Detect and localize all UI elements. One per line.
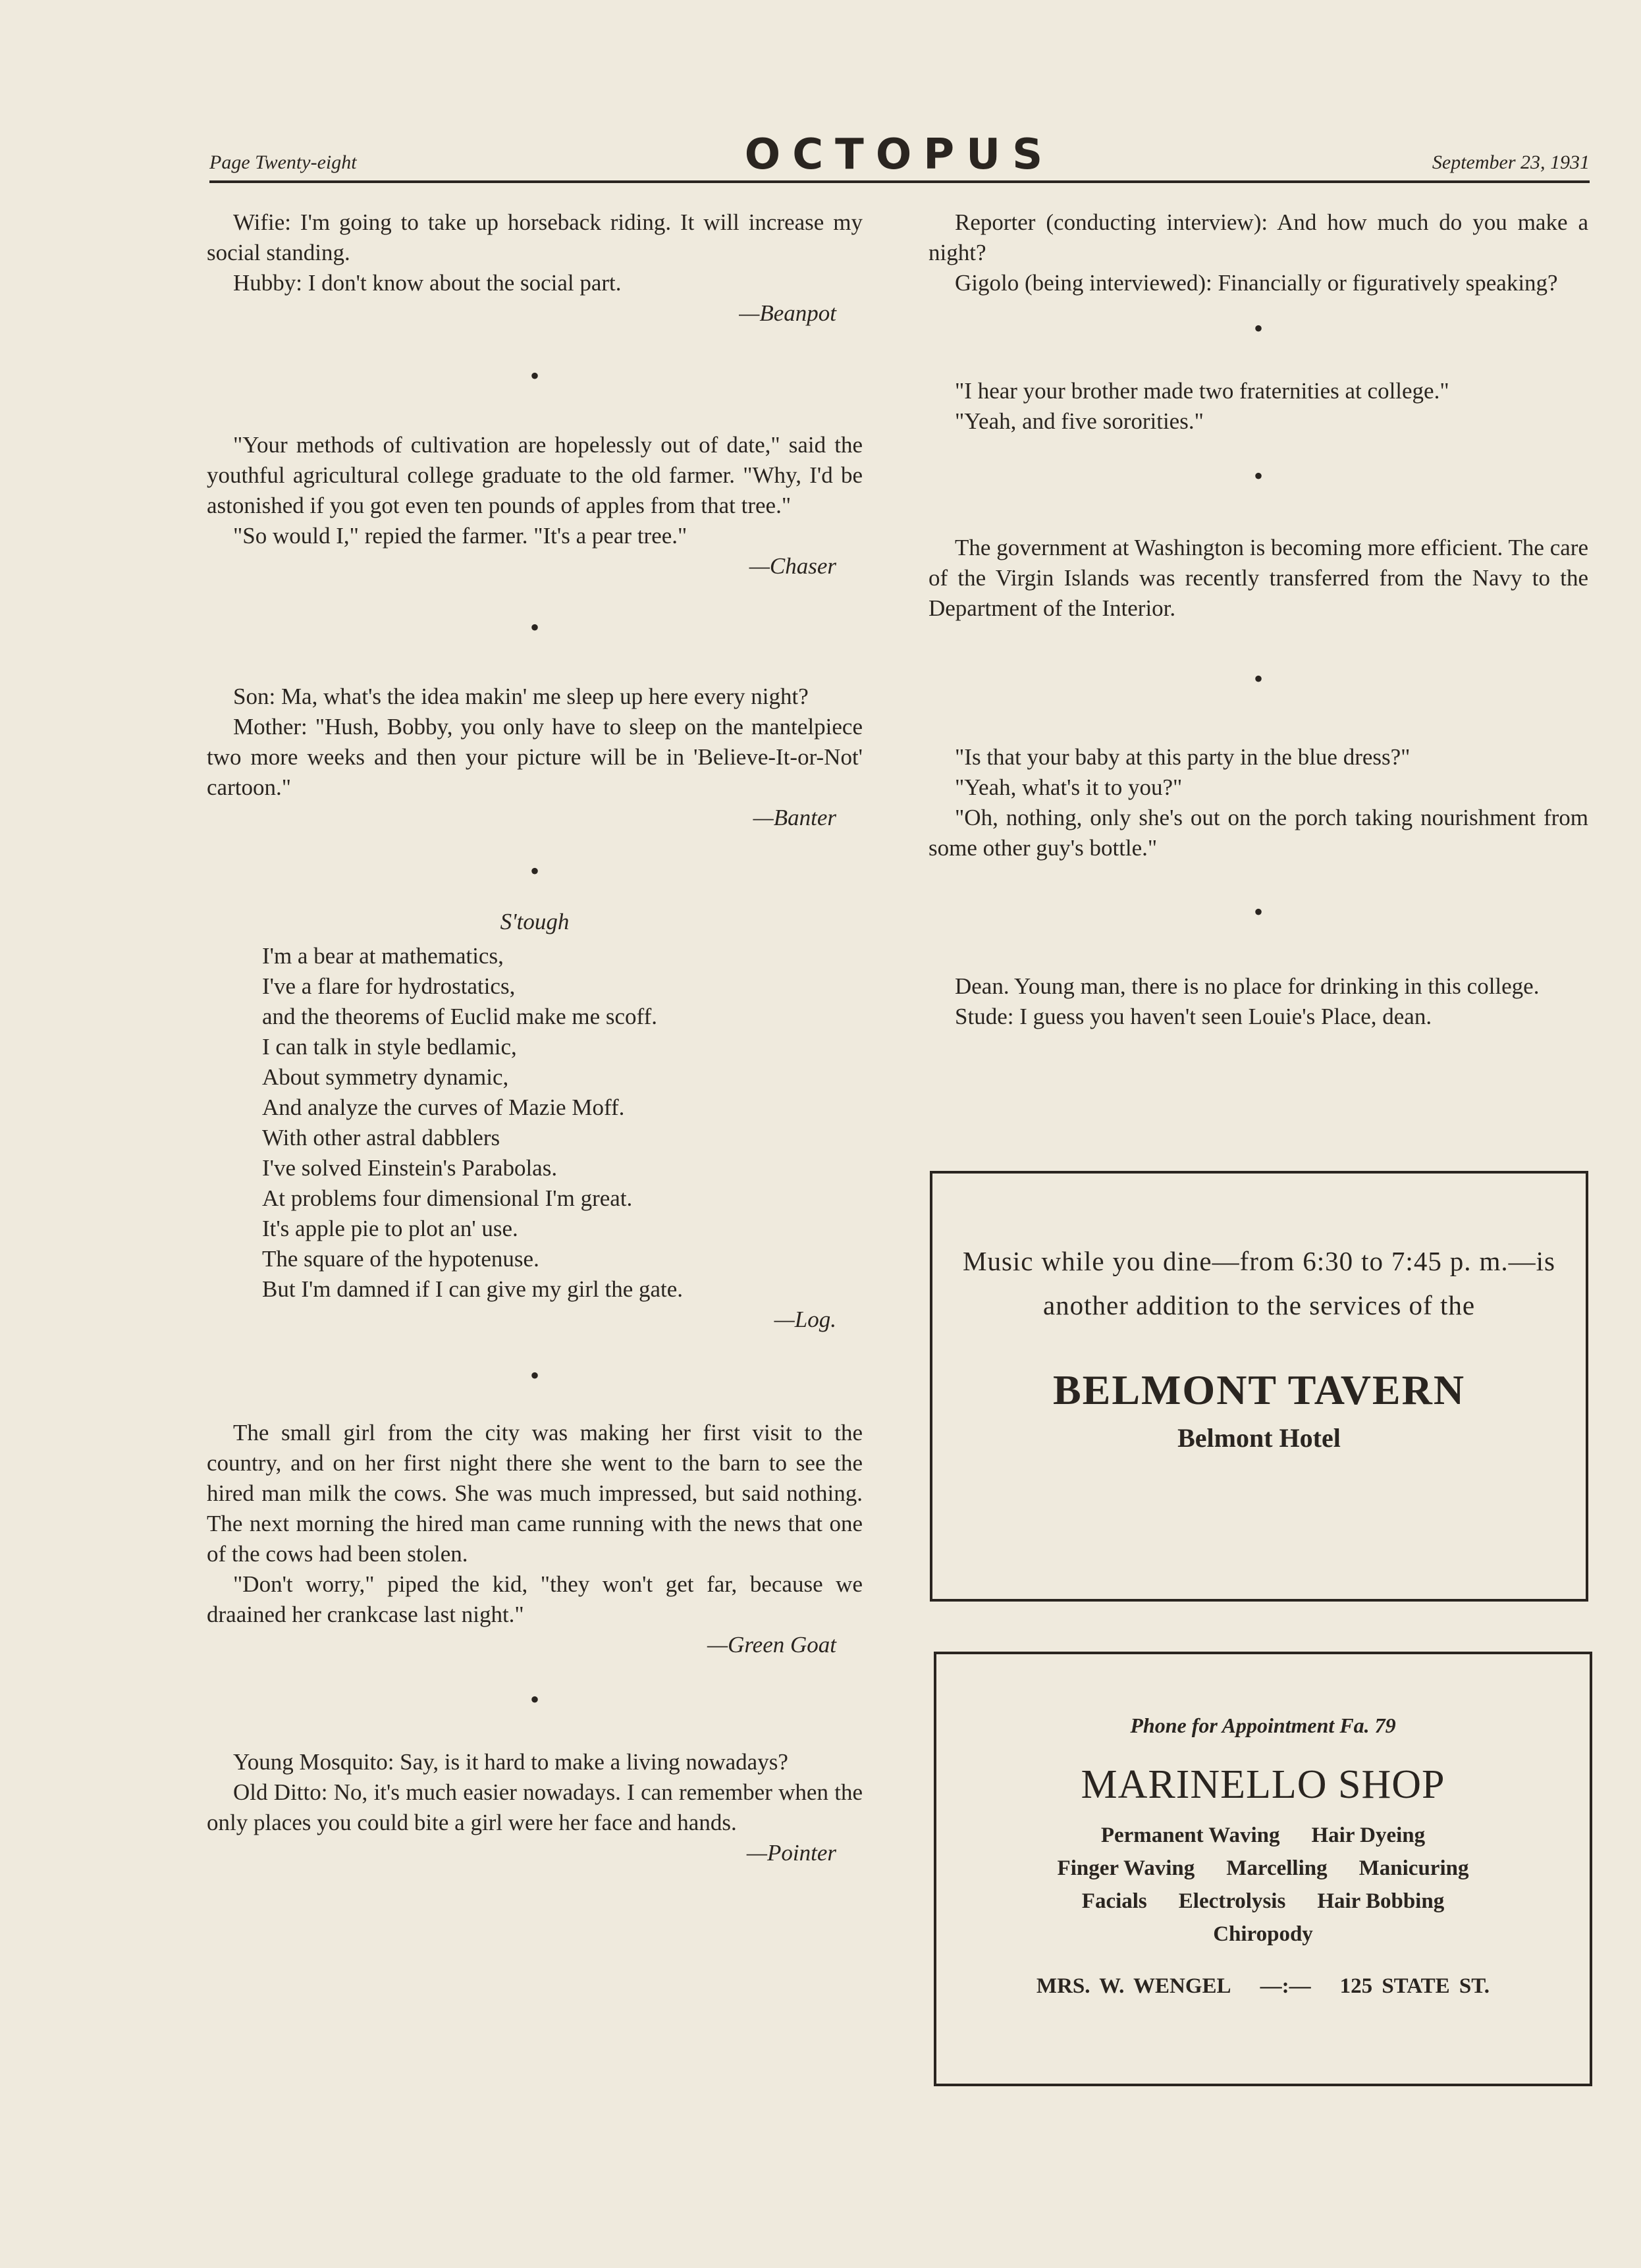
poem-line: I'm a bear at mathematics, xyxy=(262,943,504,969)
joke-line: Old Ditto: No, it's much easier nowadays. I can remember when the only places you could bite a girl were her face and hands. xyxy=(207,1779,863,1835)
separator-bullet: • xyxy=(529,856,539,886)
service-item: Manicuring xyxy=(1359,1856,1469,1880)
service-item: Chiropody xyxy=(1213,1922,1313,1946)
services-row xyxy=(936,1918,1590,1951)
services-row xyxy=(936,1885,1590,1918)
joke-line: "So would I," repied the farmer. "It's a pear tree." xyxy=(233,523,687,549)
ad-belmont-tavern xyxy=(930,1171,1588,1602)
poem-body xyxy=(262,941,863,1305)
poem-stough xyxy=(207,907,863,1335)
joke-line: The small girl from the city was making her first visit to the country, and on her first night there she went to the barn to see the hired man milk the cows. She was much impressed, but said nothing. The next morning the hired man came running with the news that one of the cows had been stolen. xyxy=(207,1420,863,1567)
attribution: —Chaser xyxy=(749,553,836,579)
poem-line: It's apple pie to plot an' use. xyxy=(262,1216,518,1241)
masthead-title: OCTOPUS xyxy=(744,130,1055,179)
joke-line: "Oh, nothing, only she's out on the porch taking nourishment from some other guy's bottle." xyxy=(928,805,1588,861)
attribution: —Beanpot xyxy=(739,300,836,326)
poem-title: S'tough xyxy=(500,909,570,934)
service-item: Electrolysis xyxy=(1178,1889,1286,1913)
right-column xyxy=(928,207,1588,1032)
service-item: Permanent Waving xyxy=(1100,1823,1280,1847)
joke-dean xyxy=(928,971,1588,1032)
ad-footer xyxy=(936,1974,1590,1999)
poem-line: The square of the hypotenuse. xyxy=(262,1246,539,1272)
joke-line: Mother: "Hush, Bobby, you only have to sleep on the mantelpiece two more weeks and then your picture will be in 'Believe-It-or-Not' cartoon." xyxy=(207,714,863,800)
service-item: Marcelling xyxy=(1226,1856,1328,1880)
separator-bullet: • xyxy=(529,1685,539,1714)
joke-green-goat xyxy=(207,1418,863,1660)
poem-line: And analyze the curves of Mazie Moff. xyxy=(262,1094,625,1120)
ad-text: Music while you dine—from 6:30 to 7:45 p. m.—is another addition to the services of the xyxy=(963,1246,1555,1320)
joke-line: Stude: I guess you haven't seen Louie's Place, dean. xyxy=(955,1004,1432,1029)
ad-subtitle: Belmont Hotel xyxy=(1177,1423,1341,1453)
ad-marinello-shop xyxy=(934,1652,1592,2086)
service-item: Hair Dyeing xyxy=(1311,1823,1426,1847)
left-column xyxy=(207,207,863,1868)
ad-phone: Phone for Appointment Fa. 79 xyxy=(1130,1714,1396,1737)
attribution: —Banter xyxy=(753,805,836,830)
poem-line: About symmetry dynamic, xyxy=(262,1064,509,1090)
joke-line: Dean. Young man, there is no place for drinking in this college. xyxy=(955,973,1540,999)
separator-bullet: • xyxy=(1253,664,1263,693)
poem-line: and the theorems of Euclid make me scoff. xyxy=(262,1004,657,1029)
poem-line: I can talk in style bedlamic, xyxy=(262,1034,517,1060)
joke-beanpot xyxy=(207,207,863,329)
joke-chaser xyxy=(207,430,863,581)
separator-bullet: • xyxy=(529,612,539,642)
poem-line: I've solved Einstein's Parabolas. xyxy=(262,1155,558,1181)
page-header xyxy=(209,125,1590,183)
service-item: Facials xyxy=(1081,1889,1147,1913)
joke-government xyxy=(928,533,1588,624)
joke-reporter xyxy=(928,207,1588,298)
attribution: —Green Goat xyxy=(707,1632,836,1658)
joke-line: Wifie: I'm going to take up horseback riding. It will increase my social standing. xyxy=(207,209,863,265)
joke-line: "Your methods of cultivation are hopelessly out of date," said the youthful agricultural college graduate to the old farmer. "Why, I'd be astonished if you got even ten pounds of apples from that tree." xyxy=(207,432,863,518)
separator-bullet: • xyxy=(1253,461,1263,491)
joke-line: Young Mosquito: Say, is it hard to make a living nowadays? xyxy=(233,1749,788,1775)
issue-date: September 23, 1931 xyxy=(1432,151,1590,173)
poem-line: I've a flare for hydrostatics, xyxy=(262,973,516,999)
ad-business-name: BELMONT TAVERN xyxy=(1052,1366,1466,1413)
separator-bullet: • xyxy=(529,1361,539,1390)
footer-separator: —:— xyxy=(1260,1974,1311,1998)
owner-name: MRS. W. WENGEL xyxy=(1036,1974,1231,1998)
services-row xyxy=(936,1852,1590,1885)
shop-address: 125 STATE ST. xyxy=(1339,1974,1490,1998)
poem-line: But I'm damned if I can give my girl the gate. xyxy=(262,1276,684,1302)
joke-banter xyxy=(207,682,863,833)
poem-line: With other astral dabblers xyxy=(262,1125,500,1150)
joke-line: "I hear your brother made two fraternities at college." xyxy=(955,378,1449,404)
poem-line: At problems four dimensional I'm great. xyxy=(262,1185,633,1211)
ad-business-name: MARINELLO SHOP xyxy=(1081,1762,1445,1807)
page-number: Page Twenty-eight xyxy=(209,151,357,173)
joke-fraternities xyxy=(928,376,1588,437)
joke-line: "Yeah, what's it to you?" xyxy=(955,774,1183,800)
service-item: Finger Waving xyxy=(1057,1856,1195,1880)
separator-bullet: • xyxy=(1253,313,1263,343)
joke-pointer xyxy=(207,1747,863,1868)
joke-line: Reporter (conducting interview): And how much do you make a night? xyxy=(928,209,1588,265)
joke-line: "Don't worry," piped the kid, "they won't get far, because we draained her crankcase last night." xyxy=(207,1571,863,1627)
joke-line: "Is that your baby at this party in the blue dress?" xyxy=(955,744,1411,770)
joke-baby xyxy=(928,742,1588,863)
separator-bullet: • xyxy=(1253,897,1263,927)
joke-line: Son: Ma, what's the idea makin' me sleep up here every night? xyxy=(233,684,809,709)
services-row xyxy=(936,1819,1590,1852)
joke-line: Hubby: I don't know about the social part. xyxy=(233,270,622,296)
attribution: —Pointer xyxy=(746,1840,836,1866)
joke-line: "Yeah, and five sororities." xyxy=(955,408,1204,434)
joke-line: The government at Washington is becoming more efficient. The care of the Virgin Islands was recently transferred from the Navy to the Department of the Interior. xyxy=(928,535,1588,621)
joke-line: Gigolo (being interviewed): Financially or figuratively speaking? xyxy=(955,270,1558,296)
separator-bullet: • xyxy=(529,361,539,391)
service-item: Hair Bobbing xyxy=(1317,1889,1445,1913)
attribution: —Log. xyxy=(774,1307,836,1332)
